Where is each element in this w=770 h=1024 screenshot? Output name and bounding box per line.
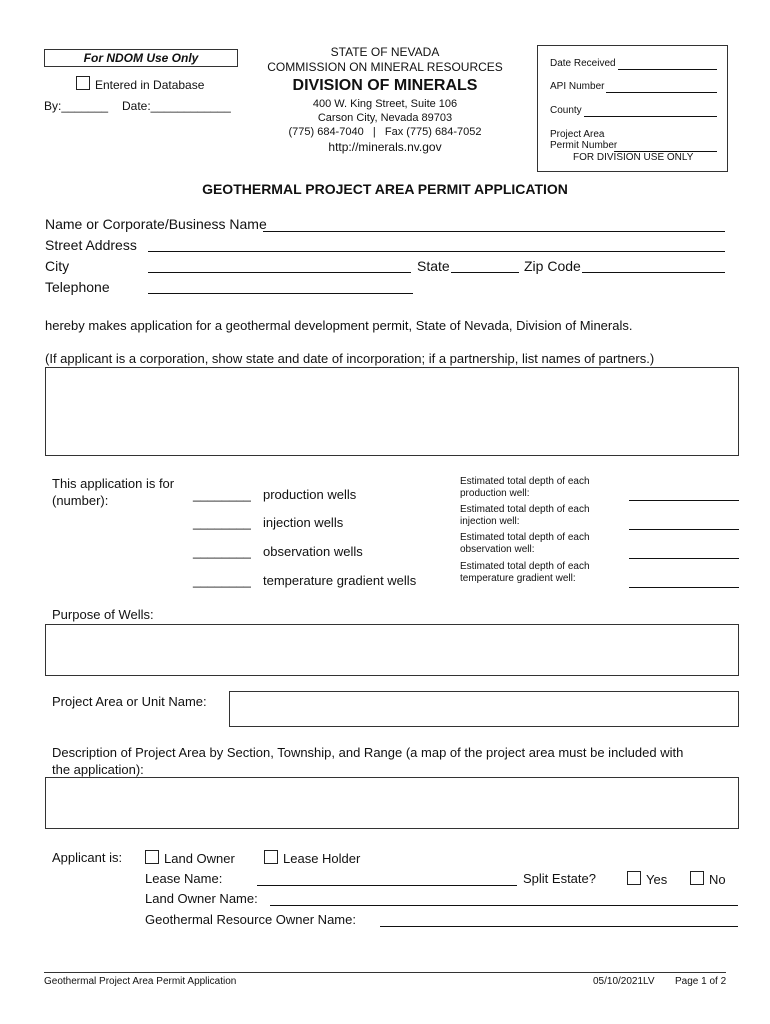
agency-header — [255, 45, 515, 156]
description-label-line-2: the application): — [52, 762, 144, 777]
ndom-title: For NDOM Use Only — [44, 49, 238, 67]
temperature-gradient-depth-label — [460, 561, 590, 585]
project-area-label: Project Area — [550, 129, 605, 140]
incorporation-details-box[interactable] — [45, 367, 739, 456]
lease-holder-option[interactable] — [264, 850, 360, 866]
street-address-field[interactable] — [148, 251, 725, 252]
injection-wells-label: injection wells — [263, 515, 344, 530]
footer-title: Geothermal Project Area Permit Application — [44, 976, 237, 987]
depth-label-line: production well: — [460, 488, 530, 499]
injection-depth-field[interactable] — [629, 529, 739, 530]
split-estate-yes-option[interactable] — [627, 871, 667, 887]
split-estate-yes-checkbox[interactable] — [627, 871, 641, 885]
production-depth-label — [460, 476, 590, 500]
permit-number-label: Permit Number — [550, 140, 618, 151]
footer-date: 05/10/2021LV — [593, 976, 655, 987]
depth-label-line: observation well: — [460, 544, 535, 555]
incorporation-note: (If applicant is a corporation, show state and date of incorporation; if a partnership, list names of partners.) — [45, 351, 655, 366]
date-received-label: Date Received — [550, 58, 616, 69]
name-field[interactable] — [263, 231, 725, 232]
entered-in-database-row — [76, 76, 204, 92]
production-depth-field[interactable] — [629, 500, 739, 501]
footer-page-number: Page 1 of 2 — [675, 976, 727, 987]
observation-wells-label: observation wells — [263, 544, 363, 559]
land-owner-name-field[interactable] — [270, 905, 738, 906]
api-number-field[interactable] — [606, 92, 717, 93]
observation-depth-field[interactable] — [629, 558, 739, 559]
temperature-gradient-wells-count[interactable]: ________ — [193, 573, 251, 588]
injection-depth-label — [460, 504, 590, 528]
production-wells-count[interactable]: ________ — [193, 487, 251, 502]
telephone-label: Telephone — [45, 279, 110, 295]
split-estate-no-checkbox[interactable] — [690, 871, 704, 885]
depth-label-line: injection well: — [460, 516, 520, 527]
state-label: State — [417, 258, 450, 274]
commission-name: COMMISSION ON MINERAL RESOURCES — [267, 60, 503, 74]
description-label-line-1: Description of Project Area by Section, Township, and Range (a map of the project area must be included with — [52, 745, 684, 760]
applicant-is-label: Applicant is: — [52, 850, 123, 865]
temperature-gradient-depth-field[interactable] — [629, 587, 739, 588]
lease-holder-label: Lease Holder — [283, 851, 361, 866]
land-owner-checkbox[interactable] — [145, 850, 159, 864]
address-line-1: 400 W. King Street, Suite 106 — [312, 98, 458, 110]
website-link[interactable]: http://minerals.nv.gov — [328, 140, 442, 154]
entered-in-database-label: Entered in Database — [95, 78, 205, 92]
lease-name-label: Lease Name: — [145, 871, 223, 886]
project-area-name-label: Project Area or Unit Name: — [52, 694, 207, 709]
split-estate-yes-label: Yes — [646, 872, 668, 887]
application-statement: hereby makes application for a geothermal development permit, State of Nevada, Division of Minerals. — [45, 318, 633, 333]
wells-intro-line-2: (number): — [52, 493, 109, 508]
land-owner-option[interactable] — [145, 850, 235, 866]
zip-code-label: Zip Code — [524, 258, 581, 274]
date-received-field[interactable] — [618, 69, 717, 70]
depth-label-line: temperature gradient well: — [460, 573, 576, 584]
injection-wells-count[interactable]: ________ — [193, 515, 251, 530]
resource-owner-name-label: Geothermal Resource Owner Name: — [145, 912, 356, 927]
wells-intro — [52, 475, 174, 509]
api-number-label: API Number — [550, 81, 605, 92]
split-estate-label: Split Estate? — [523, 871, 596, 886]
purpose-of-wells-label: Purpose of Wells: — [52, 607, 154, 622]
state-name: STATE OF NEVADA — [330, 45, 440, 59]
entered-in-database-checkbox[interactable] — [76, 76, 90, 90]
state-field[interactable] — [451, 272, 519, 273]
resource-owner-name-field[interactable] — [380, 926, 738, 927]
description-label — [52, 744, 683, 778]
city-label: City — [45, 258, 70, 274]
lease-name-field[interactable] — [257, 885, 517, 886]
production-wells-label: production wells — [263, 487, 357, 502]
land-owner-name-label: Land Owner Name: — [145, 891, 258, 906]
form-title: GEOTHERMAL PROJECT AREA PERMIT APPLICATION — [202, 181, 568, 197]
depth-label-line: Estimated total depth of each — [460, 532, 590, 543]
ndom-by-field[interactable]: By:_______ — [44, 99, 109, 113]
observation-wells-count[interactable]: ________ — [193, 544, 251, 559]
phone-fax: (775) 684-7040 | Fax (775) 684-7052 — [288, 126, 482, 138]
project-area-name-field[interactable] — [229, 691, 739, 727]
lease-holder-checkbox[interactable] — [264, 850, 278, 864]
split-estate-no-option[interactable] — [690, 871, 726, 887]
ndom-use-box — [44, 49, 236, 117]
address-line-2: Carson City, Nevada 89703 — [317, 112, 453, 124]
temperature-gradient-wells-label: temperature gradient wells — [263, 573, 417, 588]
depth-label-line: Estimated total depth of each — [460, 504, 590, 515]
street-address-label: Street Address — [45, 237, 137, 253]
depth-label-line: Estimated total depth of each — [460, 476, 590, 487]
wells-intro-line-1: This application is for — [52, 476, 175, 491]
description-box[interactable] — [45, 777, 739, 829]
county-label: County — [550, 105, 582, 116]
split-estate-no-label: No — [709, 872, 726, 887]
county-field[interactable] — [584, 116, 717, 117]
division-name: DIVISION OF MINERALS — [292, 77, 478, 94]
observation-depth-label — [460, 532, 590, 556]
footer-rule — [44, 972, 726, 973]
ndom-date-field[interactable]: Date:____________ — [122, 99, 231, 113]
city-field[interactable] — [148, 272, 411, 273]
zip-code-field[interactable] — [582, 272, 725, 273]
division-use-box — [537, 45, 728, 172]
telephone-field[interactable] — [148, 293, 413, 294]
depth-label-line: Estimated total depth of each — [460, 561, 590, 572]
name-label: Name or Corporate/Business Name — [45, 216, 267, 232]
land-owner-label: Land Owner — [164, 851, 235, 866]
division-use-only-label: FOR DIVISION USE ONLY — [573, 152, 694, 163]
purpose-of-wells-box[interactable] — [45, 624, 739, 676]
